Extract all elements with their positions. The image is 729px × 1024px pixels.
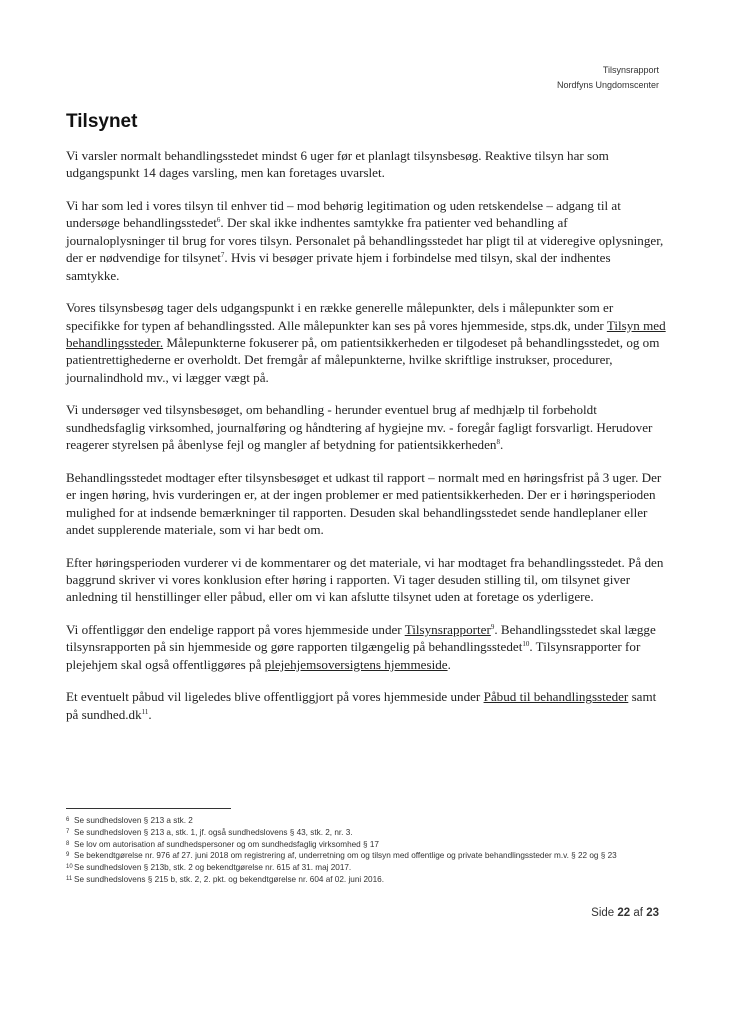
footnote-ref-9: 9	[490, 623, 495, 632]
link-plejehjemsoversigten[interactable]: plejehjemsoversigtens hjemmeside	[264, 656, 448, 672]
page-header	[557, 63, 659, 93]
link-tilsyn-med-behandlingssteder[interactable]: Tilsyn med behandlingssteder.	[66, 317, 666, 351]
footnote-text: Se sundhedsloven § 213b, stk. 2 og bekendtgørelse nr. 615 af 31. maj 2017.	[74, 863, 352, 873]
paragraph-adgang: Vi har som led i vores tilsyn til enhver tid – mod behørig legitimation og uden retskendelse – adgang til at undersøge behandlingsstedet$^6$. Der skal ikke indhentes samtykke fra patienter ved behandling af journaloplysninger til brug for vores tilsyn. Personalet på behandlingsstedet har pligt til at videregive oplysninger, der er nødvendige for tilsynet$^7$. Hvis vi besøger private hjem i forbindelse med tilsyn, skal der indhentes samtykke.	[66, 198, 664, 283]
footnote-text: Se sundhedsloven § 213 a, stk. 1, jf. også sundhedslovens § 43, stk. 2, nr. 3.	[74, 827, 353, 837]
paragraph-udkast: Behandlingsstedet modtager efter tilsynsbesøget et udkast til rapport – normalt med en høringsfrist på 3 uger. Der er ingen høring, hvis vurderingen er, at der ingen problemer er med patientsikkerheden. Der er i høringsperioden mulighed for at indsende bemærkninger til rapporten. Desuden skal behandlingsstedet sende handleplaner eller andet supplerende materiale, som vi har bedt om.	[66, 469, 662, 538]
footnote-ref-10: 10	[522, 640, 530, 649]
footnote-item	[66, 815, 666, 827]
page-number-current: 22	[617, 907, 631, 919]
link-paabud-til-behandlingssteder[interactable]: Påbud til behandlingssteder	[483, 689, 629, 705]
footnote-item	[66, 839, 666, 851]
footnote-ref-6: 6	[216, 216, 221, 225]
body-text	[66, 147, 666, 738]
footnote-item	[66, 874, 666, 886]
footnote-text: Se lov om autorisation af sundhedspersoner og om sundhedsfaglig virksomhed § 17	[74, 839, 379, 849]
footnote-ref-8: 8	[496, 438, 500, 447]
footnote-ref-11: 11	[141, 707, 149, 716]
paragraph-varsling: Vi varsler normalt behandlingsstedet mindst 6 uger før et planlagt tilsynsbesøg. Reaktive tilsyn har som udgangspunkt 14 dages varsling, men kan foretages uvarslet.	[66, 148, 609, 181]
footnote-number: 6	[66, 817, 70, 823]
paragraph-paabud: Et eventuelt påbud vil ligeledes blive offentliggjort på vores hjemmeside under Påbud til behandlingssteder samt på $sundhed.dk^{11}$.	[66, 689, 657, 722]
footnote-text: Se sundhedslovens § 215 b, stk. 2, 2. pkt. og bekendtgørelse nr. 604 af 02. juni 2016.	[74, 874, 384, 884]
footnote-number: 8	[66, 840, 70, 847]
footnote-ref-7: 7	[220, 251, 225, 260]
footnote-number: 7	[66, 828, 70, 835]
link-tilsynsrapporter[interactable]: Tilsynsrapporter	[404, 622, 491, 638]
page-number-prefix: Side	[591, 907, 615, 919]
footnote-number: 11	[66, 875, 73, 882]
footnote-number: 9	[66, 852, 70, 859]
paragraph-hoeringsperiode: Efter høringsperioden vurderer vi de kommentarer og det materiale, vi har modtaget fra behandlingsstedet. På den baggrund skriver vi vores konklusion efter høring i rapporten. Vi tager desuden stilling til, om tilsynet giver anledning til henstillinger eller påbud, eller om vi kan afslutte tilsynet uden at foretage os yderligere.	[66, 554, 664, 605]
footnote-number: 10	[66, 864, 73, 871]
paragraph-offentliggoerelse: Vi offentliggør den endelige rapport på vores hjemmeside under Tilsynsrapporter$^9$. Behandlingsstedet skal lægge tilsynsrapporten på sin hjemmeside og gøre rapporten tilgængelig på behandlingsstedet$^{10}$. Tilsynsrapporter for plejehjem skal også offentliggøres på plejehjemsoversigtens hjemmeside.	[66, 622, 656, 672]
footnote-item	[66, 862, 666, 874]
page-number-separator: af	[633, 907, 643, 919]
page-number-total: 23	[646, 907, 659, 919]
footnote-item	[66, 827, 666, 839]
footnote-text: Se sundhedsloven § 213 a stk. 2	[74, 816, 193, 825]
footnotes	[66, 815, 666, 886]
paragraph-maalepunkter: Vores tilsynsbesøg tager dels udgangspunkt i en række generelle målepunkter, dels i målepunkter som er specifikke for typen af behandlingssted. Alle målepunkter kan ses på vores hjemmeside, stps.dk, under Tilsyn med behandlingssteder. Målepunkterne fokuserer på, om patientsikkerheden er tilgodeset på behandlingsstedet, og om patientrettighederne er overholdt. Det fremgår af målepunkterne, hvilke skriftlige instrukser, procedurer, journalindhold mv., vi lægger vægt på.	[66, 300, 666, 385]
footnote-text: Se bekendtgørelse nr. 976 af 27. juni 2018 om registrering af, underretning om og tilsyn med offentlige og private behandlingssteder m.v. § 22 og § 23	[74, 851, 617, 861]
paragraph-undersoegelse: Vi undersøger ved tilsynsbesøget, om behandling - herunder eventuel brug af medhjælp til forbeholdt sundhedsfaglig virksomhed, journalføring og håndtering af hygiejne mv. - foregår fagligt forsvarligt. Herudover reagerer styrelsen på åbenlyse fejl og mangler af betydning for patientsikkerheden$^8$.	[66, 402, 653, 453]
header-institution: Nordfyns Ungdomscenter	[556, 80, 659, 90]
footnote-divider	[66, 808, 231, 809]
header-report-type: Tilsynsrapport	[602, 65, 659, 75]
footnote-item	[66, 850, 666, 862]
page-title: Tilsynet	[66, 111, 138, 132]
page-number	[591, 907, 659, 919]
